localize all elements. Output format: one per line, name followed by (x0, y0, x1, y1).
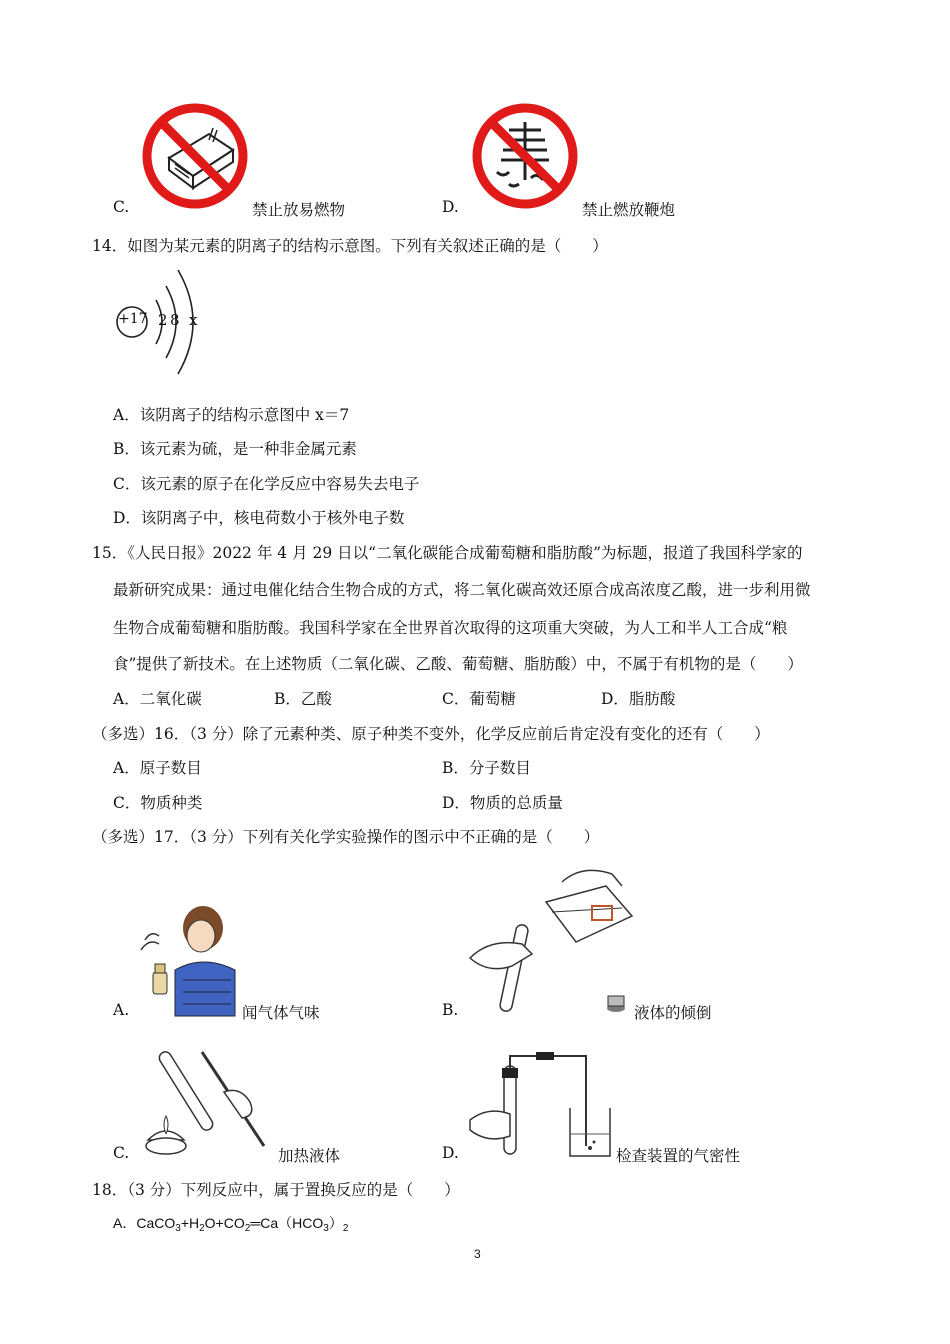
sign-d-caption: 禁止燃放鞭炮 (582, 201, 676, 219)
q16-option-d: D．物质的总质量 (442, 794, 563, 812)
sign-c-caption: 禁止放易燃物 (252, 201, 346, 219)
q17-option-d-caption: 检查装置的气密性 (616, 1147, 741, 1165)
q17-option-c-letter: C. (113, 1144, 130, 1162)
q15-option-d: D．脂肪酸 (601, 690, 676, 708)
q15-option-c: C．葡萄糖 (442, 690, 516, 708)
ion-structure-diagram (112, 262, 222, 372)
sign-d-letter: D. (442, 198, 459, 216)
formula-part: CaCO (136, 1215, 176, 1231)
q15-line-3: 生物合成葡萄糖和脂肪酸。我国科学家在全世界首次取得的这项重大突破，为人工和半人工合成“粮 (113, 619, 788, 637)
no-firecrackers-sign-icon (469, 100, 581, 212)
q17-option-b-letter: B. (442, 1001, 459, 1019)
q14-option-b: B．该元素为硫，是一种非金属元素 (113, 440, 357, 458)
q15-option-b: B．乙酸 (274, 690, 332, 708)
formula-subscript: 2 (342, 1223, 349, 1234)
formula-part: +H (180, 1215, 200, 1231)
q14-option-d: D．该阴离子中，核电荷数小于核外电子数 (113, 509, 405, 527)
smelling-gas-illustration (135, 900, 240, 1018)
q17-stem: （多选）17．（3 分）下列有关化学实验操作的图示中不正确的是（ ） (92, 828, 600, 846)
q15-line-4: 食”提供了新技术。在上述物质（二氧化碳、乙酸、葡萄糖、脂肪酸）中，不属于有机物的是（ ） (113, 655, 803, 673)
page-number: 3 (474, 1247, 481, 1261)
shell-1-electrons: 2 (158, 311, 168, 329)
q16-stem: （多选）16．（3 分）除了元素种类、原子种类不变外，化学反应前后肯定没有变化的还有（ ） (92, 725, 770, 743)
formula-part: ═Ca（HCO (250, 1215, 324, 1231)
q18-option-a-letter: A． (113, 1215, 137, 1231)
q14-option-a: A．该阴离子的结构示意图中 x＝7 (113, 406, 350, 424)
q15-line-1: 15．《人民日报》2022 年 4 月 29 日以“二氧化碳能合成葡萄糖和脂肪酸”为标题，报道了我国科学家的 (92, 544, 803, 562)
q17-option-d-letter: D. (442, 1144, 459, 1162)
q16-option-a: A．原子数目 (113, 759, 202, 777)
shell-2-electrons: 8 (170, 311, 180, 329)
q17-option-b-caption: 液体的倾倒 (634, 1004, 712, 1022)
formula-part: O+CO (204, 1215, 245, 1231)
q14-stem: 14．如图为某元素的阴离子的结构示意图。下列有关叙述正确的是（ ） (92, 237, 608, 255)
q16-option-b: B．分子数目 (442, 759, 531, 777)
q17-option-a-caption: 闻气体气味 (242, 1004, 320, 1022)
pouring-liquid-illustration (466, 862, 636, 1022)
sign-c-letter: C. (113, 198, 130, 216)
shell-3-electrons: x (189, 311, 198, 329)
heating-liquid-illustration (140, 1042, 275, 1162)
q14-option-c: C．该元素的原子在化学反应中容易失去电子 (113, 475, 420, 493)
formula-part: ） (328, 1215, 343, 1231)
airtightness-check-illustration (466, 1050, 616, 1162)
no-flammables-sign-icon (139, 100, 251, 212)
q18-option-a (113, 1213, 348, 1234)
q17-option-a-letter: A. (113, 1001, 130, 1019)
formula-subscript: 3 (175, 1223, 181, 1234)
q15-line-2: 最新研究成果：通过电催化结合生物合成的方式，将二氧化碳高效还原合成高浓度乙酸，进一步利用微 (113, 581, 811, 599)
q16-option-c: C．物质种类 (113, 794, 203, 812)
q18-stem: 18．（3 分）下列反应中，属于置换反应的是（ ） (92, 1181, 460, 1199)
formula-subscript: 3 (323, 1223, 329, 1234)
nucleus-charge: +17 (118, 311, 148, 327)
q17-option-c-caption: 加热液体 (278, 1147, 341, 1165)
formula-subscript: 2 (244, 1223, 251, 1234)
q15-option-a: A．二氧化碳 (113, 690, 202, 708)
formula-subscript: 2 (199, 1223, 205, 1234)
